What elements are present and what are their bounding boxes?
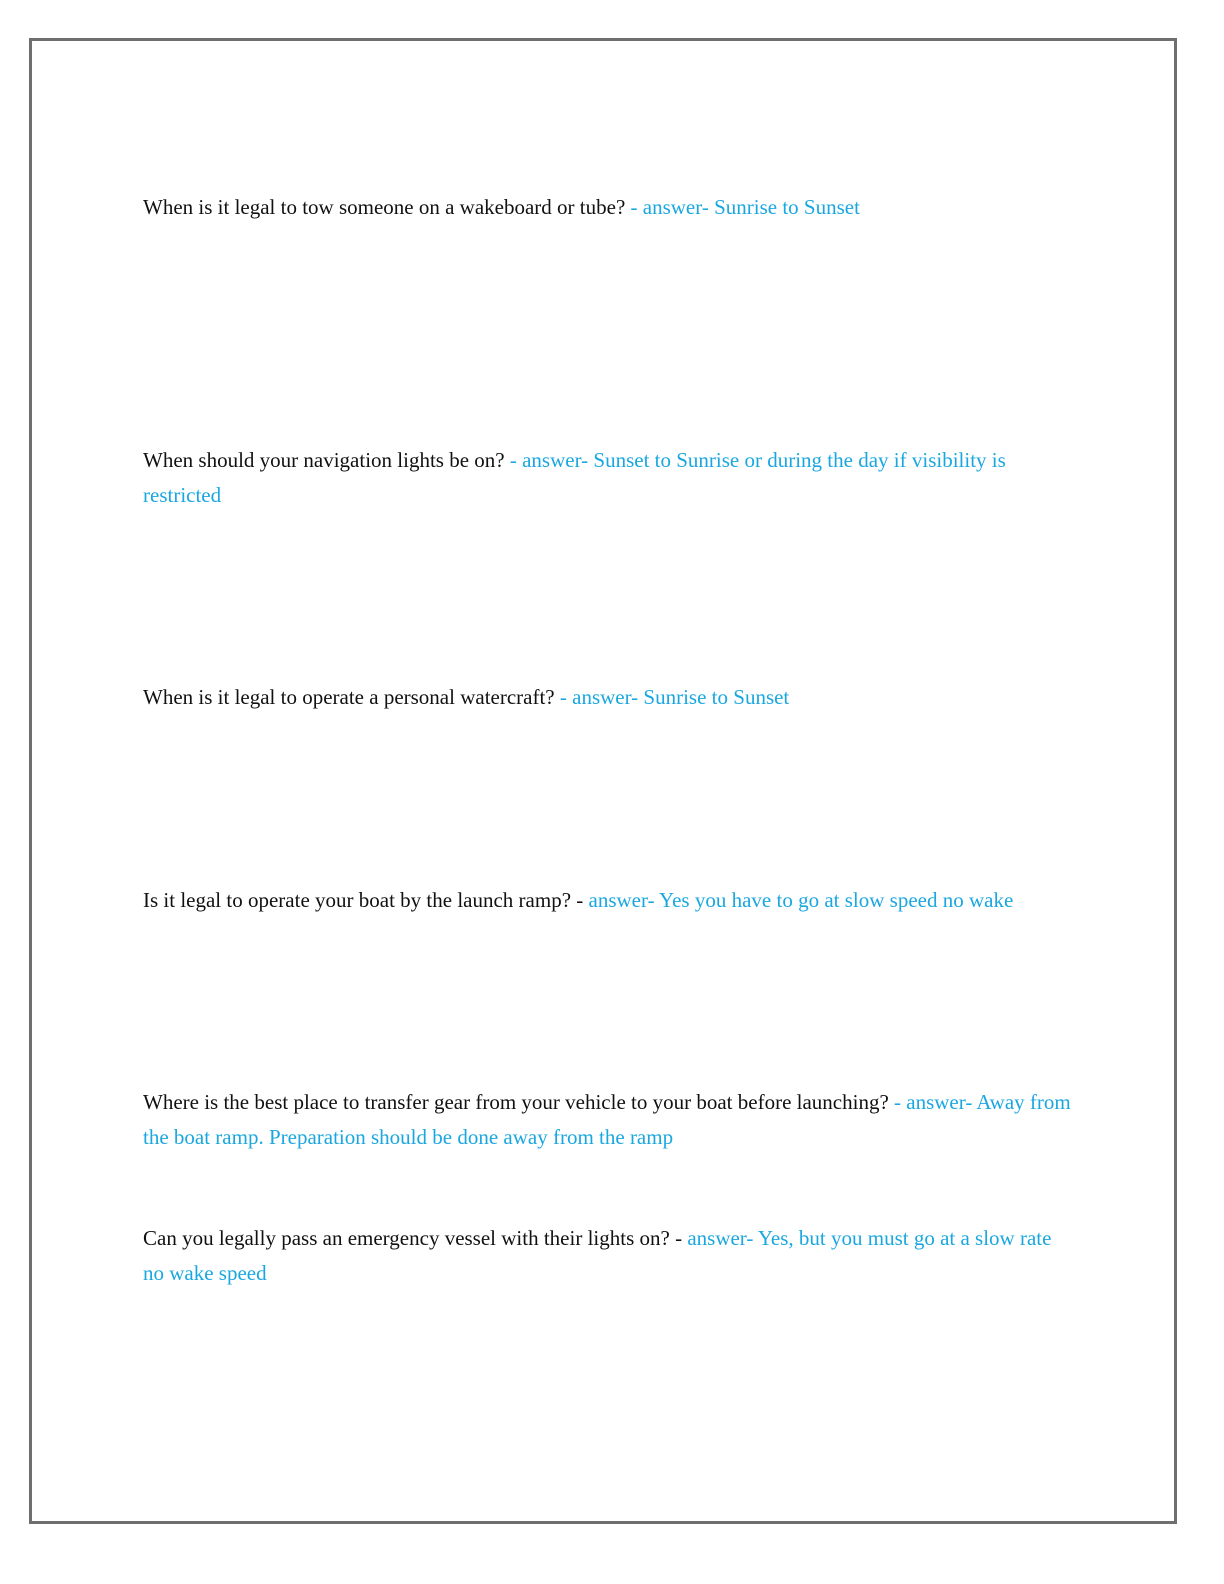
qa-item-5 [143,1085,1073,1155]
answer-text: - answer- Sunrise to Sunset [630,195,860,219]
qa-item-3 [143,680,1073,715]
qa-item-4 [143,883,1073,918]
answer-text: - answer- Sunset to Sunrise or during the day if visibility is restricted [143,448,1006,507]
question-text: When should your navigation lights be on? [143,448,505,472]
qa-item-1 [143,190,1073,225]
question-text: Is it legal to operate your boat by the launch ramp? - [143,888,584,912]
qa-item-6 [143,1221,1073,1291]
answer-text: - answer- Sunrise to Sunset [559,685,790,709]
question-text: When is it legal to tow someone on a wakeboard or tube? [143,195,626,219]
qa-item-2 [143,443,1073,513]
question-text: When is it legal to operate a personal watercraft? [143,685,555,709]
answer-text: - answer- Away from the boat ramp. Preparation should be done away from the ramp [143,1090,1071,1149]
page-frame [29,38,1177,1524]
question-text: Where is the best place to transfer gear from your vehicle to your boat before launching? [143,1090,889,1114]
question-text: Can you legally pass an emergency vessel with their lights on? - [143,1226,683,1250]
answer-text: answer- Yes you have to go at slow speed no wake [588,888,1014,912]
answer-text: answer- Yes, but you must go at a slow rate no wake speed [143,1226,1052,1285]
